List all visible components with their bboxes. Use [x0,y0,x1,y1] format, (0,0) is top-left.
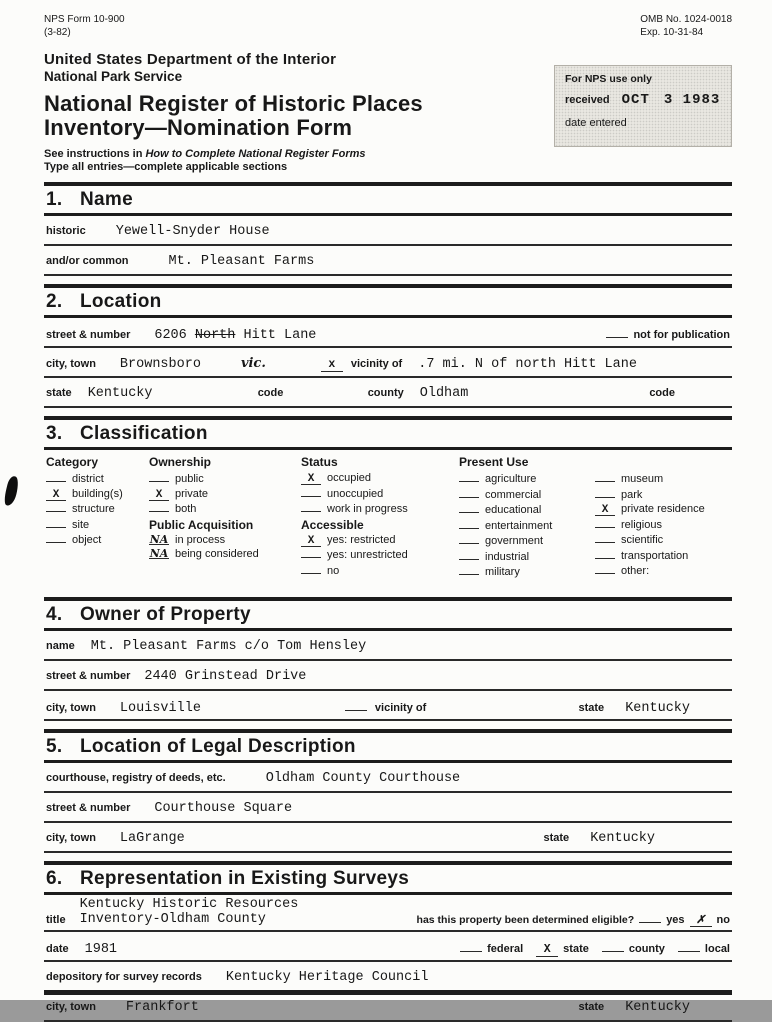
field-label: title [46,913,66,926]
checkbox-label: park [621,488,643,501]
row-owner-street [44,661,732,691]
checkbox-mark: X [307,473,315,486]
county-value: Oldham [419,386,469,402]
checkbox-eligible-yes [639,911,661,923]
checkbox-label: educational [485,504,542,517]
checkbox-private-residence [595,503,730,517]
checkbox-mark: X [52,488,60,501]
field-value: Oldham County Courthouse [265,770,461,786]
checkbox-label: religious [621,518,662,531]
checkbox-label: work in progress [327,503,408,516]
field-value: 1981 [84,941,118,957]
bottom-section-divider [44,990,732,995]
instructions-italic: How to Complete National Register Forms [145,148,366,161]
not-for-publication-group [606,326,730,341]
eligible-question: has this property been determined eligible? [416,913,635,926]
vicinity-value: .7 mi. N of north Hitt Lane [418,357,637,373]
checkbox-label: in process [175,533,226,546]
section-6-heading: 6. Representation in Existing Surveys [46,867,410,889]
code-label: code [649,387,675,400]
row-survey-city [44,992,732,1022]
checkbox-label: entertainment [485,519,553,532]
checkbox-label: transportation [621,549,689,562]
checkbox-scientific [595,533,730,548]
omb-block [640,14,732,39]
checkbox-label: object [72,534,102,547]
county-label: county [367,387,404,400]
checkbox-label: unoccupied [327,487,384,500]
checkbox-label: structure [72,503,115,516]
row-owner-city [44,691,732,721]
nps-box-title: For NPS use only [565,73,652,85]
section-1-heading: 1. Name [46,189,133,211]
checkbox-other [595,564,730,579]
checkbox-both [149,502,301,517]
county-label: county [628,942,665,955]
field-value: Brownsboro [119,357,201,373]
section-5-heading: 5. Location of Legal Description [46,735,356,757]
checkbox-label: other: [621,565,650,578]
vicinity-label: vicinity of [374,701,427,714]
checkbox-government [459,534,595,549]
checkbox-label: both [175,503,197,516]
state-value: Kentucky [590,830,655,846]
field-label: date [46,942,69,955]
checkbox-occupied [301,472,459,486]
state-group [544,831,656,846]
checkbox-label: private residence [621,503,705,516]
checkbox-label: district [72,473,104,486]
section-4-heading: 4. Owner of Property [46,603,251,625]
checkbox-label: public [175,473,204,486]
checkbox-state: X [536,945,558,957]
field-label: city, town [46,701,96,714]
vicinity-label: vicinity of [350,358,403,371]
omb-expiration: Exp. 10-31-84 [640,26,704,38]
date-entered-label: date entered [565,117,627,129]
checkbox-federal [460,940,482,952]
checkbox-label: private [175,487,209,500]
row-survey-date [44,932,732,962]
survey-level-group [460,940,730,957]
row-survey-title [44,895,732,932]
checkbox-local [678,940,700,952]
checkbox-mark: NA [149,547,169,561]
checkbox-mark: X [155,488,163,501]
received-label: received [565,94,610,106]
row-owner-name [44,631,732,661]
status-column [301,455,459,581]
checkbox-buildings [46,488,149,502]
checkbox-eligible-no: ✗ [690,915,712,927]
instructions-prefix: See instructions in [44,148,146,161]
checkbox-mark: NA [149,532,169,546]
column-title: Category [46,455,99,470]
checkbox-label: yes: unrestricted [327,549,408,562]
checkbox-label: yes: restricted [327,533,396,546]
local-label: local [704,942,730,955]
accessible-title: Accessible [301,517,364,532]
handwritten-vicinity-note: vic. [240,356,266,372]
form-title-line2: Inventory—Nomination Form [44,115,353,141]
checkbox-mark: X [601,504,609,517]
field-value: Frankfort [125,999,199,1015]
checkbox-yes-unrestricted [301,548,459,563]
checkbox-vicinity: x [321,360,343,372]
checkbox-label: building(s) [72,487,123,500]
field-value: 6206 North Hitt Lane [154,328,317,344]
row-legal-street [44,793,732,823]
top-meta-row [44,14,732,39]
checkbox-mark: X [307,534,315,547]
checkbox-label: agriculture [485,473,537,486]
checkbox-object [46,533,149,548]
checkbox-entertainment [459,519,595,534]
checkbox-religious [595,518,730,533]
checkbox-blank [606,326,628,338]
state-label: state [578,1000,605,1013]
field-label: historic [46,225,86,238]
classification-grid [44,450,732,589]
checkbox-educational [459,503,595,518]
state-group [579,1000,691,1015]
field-value: Louisville [119,700,201,716]
field-value: 2440 Grinstead Drive [144,668,307,684]
checkbox-private [149,488,301,502]
checkbox-label: government [485,535,544,548]
code-label: code [257,387,284,400]
state-value: Kentucky [87,386,153,402]
checkbox-structure [46,502,149,517]
checkbox-label: museum [621,473,664,486]
checkbox-military [459,565,595,580]
form-number-block [44,14,125,39]
row-legal-city [44,823,732,853]
field-label: state [46,387,72,400]
checkbox-commercial [459,488,595,503]
row-state-county [44,378,732,408]
agency-title: National Park Service [44,69,183,84]
field-value: Courthouse Square [154,800,293,816]
federal-label: federal [487,942,524,955]
survey-title-line1: Kentucky Historic Resources [79,896,299,912]
eligible-yes-label: yes [666,913,685,926]
checkbox-park [595,488,730,503]
struck-text: North [194,328,236,344]
field-value: Yewell-Snyder House [115,224,270,240]
checkbox-agriculture [459,472,595,487]
field-label: courthouse, registry of deeds, etc. [46,771,226,784]
checkbox-county [602,940,624,952]
category-column [46,455,149,581]
ownership-column [149,455,301,581]
checkbox-unoccupied [301,487,459,502]
field-label: and/or common [46,255,129,268]
checkbox-work-in-progress [301,502,459,517]
checkbox-vicinity [345,699,367,711]
state-label: state [578,701,605,714]
checkbox-site [46,518,149,533]
form-header [44,51,732,174]
present-use-subcolumn-2 [595,472,730,581]
field-label: city, town [46,358,96,371]
form-revision: (3-82) [44,26,71,38]
checkbox-label: industrial [485,550,530,563]
state-check-label: state [563,942,589,955]
received-row [565,92,721,108]
row-historic-name [44,216,732,246]
received-date-stamp: OCT 3 1983 [621,92,721,108]
field-value: Mt. Pleasant Farms c/o Tom Hensley [90,638,367,654]
section-3-heading: 3. Classification [46,423,208,445]
checkbox-public [149,472,301,487]
field-label: city, town [46,831,96,844]
state-value: Kentucky [625,999,690,1015]
checkbox-label: no [327,564,340,577]
field-label: street & number [46,669,131,682]
nps-use-only-box [554,65,732,147]
field-value: LaGrange [119,830,185,846]
state-label: state [543,831,570,844]
checkbox-in-process [149,534,301,548]
checkbox-district [46,472,149,487]
row-courthouse [44,763,732,793]
omb-number: OMB No. 1024-0018 [640,14,732,25]
eligible-no-label: no [716,913,730,926]
checkbox-label: site [72,518,90,531]
code2-group [649,387,675,399]
field-label: depository for survey records [46,970,202,983]
department-title: United States Department of the Interior [44,51,337,68]
section-2-heading: 2. Location [46,291,162,313]
survey-title-value [80,897,299,927]
checkbox-transportation [595,549,730,564]
present-use-column [459,455,730,581]
field-label: street & number [46,801,131,814]
checkbox-label: military [485,566,520,579]
form-number: NPS Form 10-900 [44,14,125,25]
column-title: Present Use [459,455,529,470]
field-value: Kentucky Heritage Council [225,969,429,985]
checkbox-yes-restricted [301,534,459,548]
column-title: Status [301,455,338,470]
checkbox-label: scientific [621,534,664,547]
checkbox-label: occupied [327,472,372,485]
public-acquisition-title: Public Acquisition [149,517,254,532]
field-label: street & number [46,329,131,342]
instructions-line1 [44,148,732,161]
survey-title-line2: Inventory-Oldham County [79,911,266,927]
present-use-subcolumn-1 [459,472,595,581]
not-for-publication-label: not for publication [633,329,730,342]
checkbox-being-considered [149,548,301,562]
state-group [579,701,691,716]
row-common-name [44,246,732,276]
ink-blot-artifact [3,475,21,507]
checkbox-industrial [459,550,595,565]
row-city-town [44,348,732,378]
eligible-group [417,911,730,927]
field-value: Mt. Pleasant Farms [168,254,315,270]
state-value: Kentucky [625,700,690,716]
field-label: name [46,639,75,652]
form-title-line1: National Register of Historic Places [44,91,423,116]
checkbox-label: being considered [175,548,259,561]
row-depository [44,962,732,992]
checkbox-no [301,564,459,579]
instructions-line2: Type all entries—complete applicable sections [44,161,288,174]
row-street-number [44,318,732,348]
column-title: Ownership [149,455,212,470]
field-label: city, town [46,1000,96,1013]
checkbox-label: commercial [485,488,542,501]
checkbox-museum [595,472,730,487]
